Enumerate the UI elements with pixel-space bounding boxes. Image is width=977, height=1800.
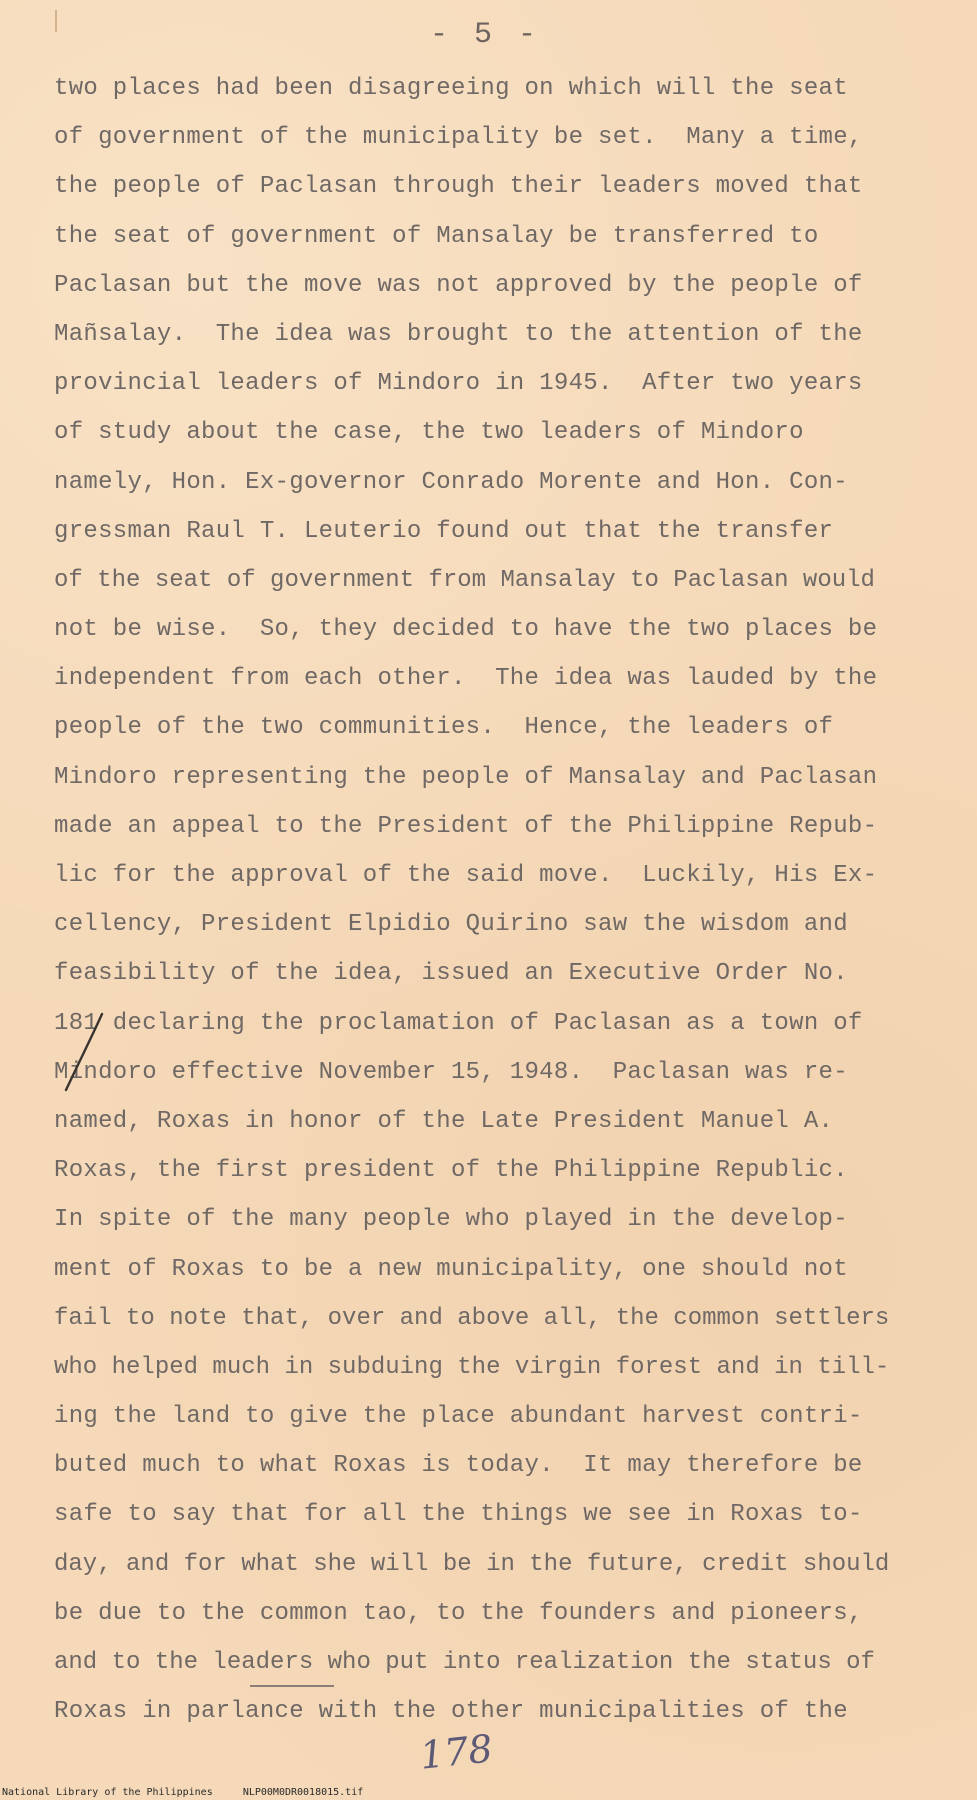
text-line: made an appeal to the President of the Philippine Repub-: [54, 812, 878, 840]
text-line: named, Roxas in honor of the Late President Manuel A.: [54, 1107, 834, 1135]
text-line: lic for the approval of the said move. Luckily, His Ex-: [54, 862, 878, 889]
text-line: day, and for what she will be in the future, credit should: [54, 1550, 890, 1578]
text-line: ing the land to give the place abundant harvest contri-: [54, 1403, 863, 1431]
text-line: who helped much in subduing the virgin forest and in till-: [54, 1353, 890, 1381]
text-line: independent from each other. The idea was lauded by the: [54, 665, 878, 693]
text-line: ment of Roxas to be a new municipality, one should not: [54, 1255, 848, 1283]
text-line: namely, Hon. Ex-governor Conrado Morente and Hon. Con-: [54, 468, 848, 496]
text-line: Mindoro representing the people of Mansalay and Paclasan: [54, 763, 878, 791]
text-line: fail to note that, over and above all, the common settlers: [54, 1304, 890, 1332]
text-line: of the seat of government from Mansalay to Paclasan would: [54, 566, 875, 594]
archive-footer-caption: National Library of the Philippines NLP00M0DR0018015.tif: [2, 1787, 364, 1798]
text-line: gressman Raul T. Leuterio found out that the transfer: [54, 517, 834, 545]
text-line: and to the leaders who put into realization the status of: [54, 1649, 875, 1676]
text-line: 181 declaring the proclamation of Paclasan as a town of: [54, 1009, 863, 1037]
page-number: - 5 -: [430, 18, 541, 52]
handwritten-underline: [250, 1685, 334, 1687]
text-line: not be wise. So, they decided to have the two places be: [54, 616, 878, 644]
text-line: feasibility of the idea, issued an Executive Order No.: [54, 960, 848, 988]
text-line: provincial leaders of Mindoro in 1945. After two years: [54, 370, 863, 398]
text-line: Paclasan but the move was not approved by the people of: [54, 271, 863, 299]
text-line: of study about the case, the two leaders of Mindoro: [54, 419, 804, 447]
text-line: Mindoro effective November 15, 1948. Paclasan was re-: [54, 1058, 848, 1086]
text-line: buted much to what Roxas is today. It may therefore be: [54, 1452, 863, 1480]
text-line: In spite of the many people who played in the develop-: [54, 1206, 848, 1234]
text-line: the people of Paclasan through their leaders moved that: [54, 173, 863, 201]
handwritten-page-number: 178: [417, 1726, 495, 1778]
text-line: Roxas in parlance with the other municipalities of the: [54, 1698, 848, 1726]
text-line: Mañsalay. The idea was brought to the attention of the: [54, 320, 863, 348]
paper-edge-mark: [55, 10, 57, 32]
text-line: Roxas, the first president of the Philippine Republic.: [54, 1157, 848, 1185]
text-line: of government of the municipality be set. Many a time,: [54, 124, 863, 152]
text-line: cellency, President Elpidio Quirino saw the wisdom and: [54, 911, 848, 939]
text-line: people of the two communities. Hence, the leaders of: [54, 714, 834, 742]
typewritten-body: [54, 64, 934, 1736]
text-line: be due to the common tao, to the founders and pioneers,: [54, 1599, 863, 1627]
text-line: two places had been disagreeing on which will the seat: [54, 75, 848, 102]
text-line: safe to say that for all the things we see in Roxas to-: [54, 1501, 863, 1529]
handwritten-slash-mark: [60, 1010, 108, 1094]
text-line: the seat of government of Mansalay be transferred to: [54, 222, 819, 250]
